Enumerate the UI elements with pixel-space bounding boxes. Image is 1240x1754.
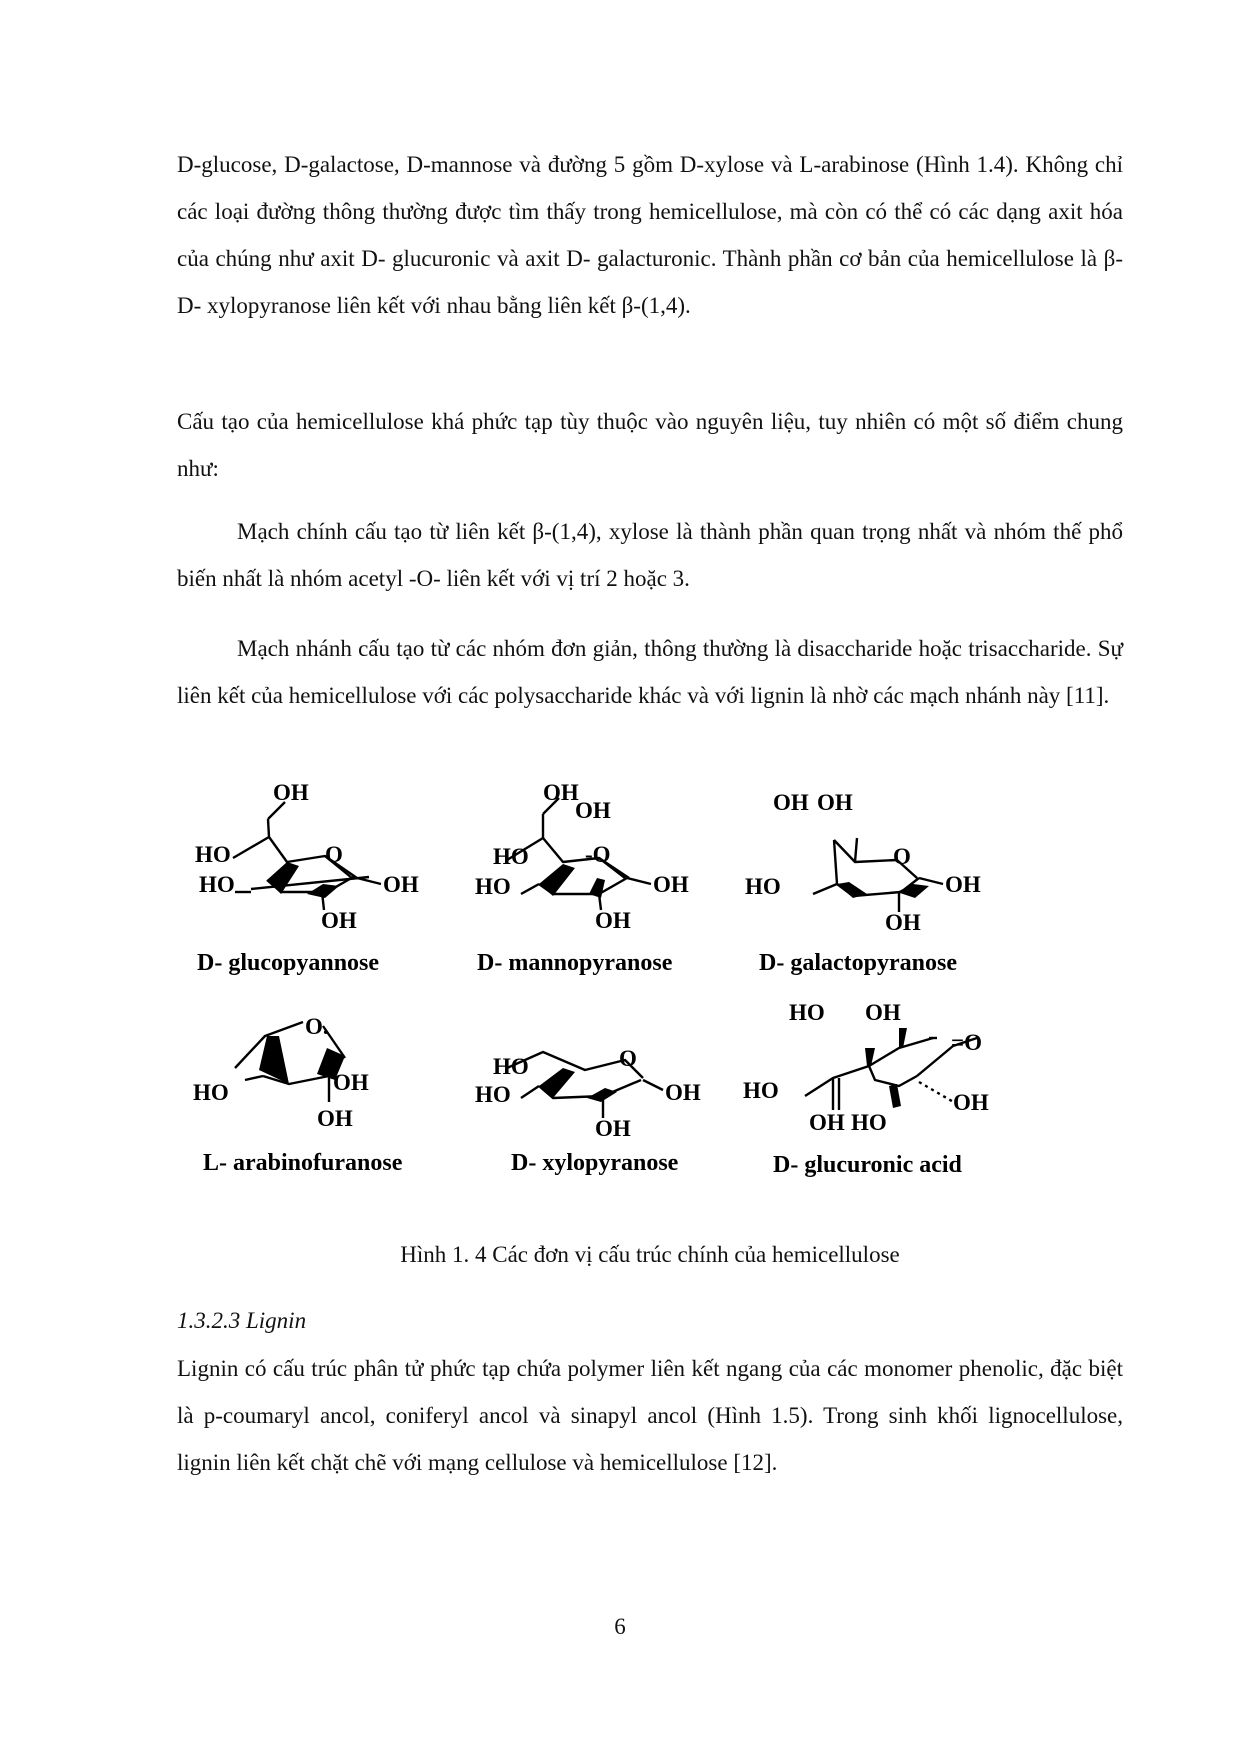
mannose-ho-c3: HO: [475, 874, 511, 899]
label-galactopyranose: D- galactopyranose: [759, 950, 957, 976]
label-glucuronic-acid: D- glucuronic acid: [773, 1152, 962, 1178]
arabinose-oh-c1: OH: [333, 1070, 369, 1095]
galactose-oh-c2: OH: [885, 910, 921, 935]
xylose-oh-c1: OH: [665, 1080, 701, 1105]
molecule-glucopyranose: [233, 802, 381, 910]
glucose-ho-c3: HO: [199, 872, 235, 897]
section-heading-lignin: 1.3.2.3 Lignin: [177, 1308, 307, 1333]
galactose-ring-o: O: [893, 844, 911, 869]
glucuronic-oh-acid: OH: [809, 1110, 845, 1135]
paragraph-sugar-composition: D-glucose, D-galactose, D-mannose và đường 5 gồm D-xylose và L-arabinose (Hình 1.4). Không chỉ các loại đường thông thường được tìm thấy trong hemicellulose, mà còn có thể có các dạng axit hóa của chúng như axit D- glucuronic và axit D- galacturonic. Thành phần cơ bản của hemicellulose là β-D- xylopyranose liên kết với nhau bằng liên kết β-(1,4).: [177, 152, 1123, 318]
paragraph-hemicellulose-structure: Cấu tạo của hemicellulose khá phức tạp tùy thuộc vào nguyên liệu, tuy nhiên có một số điểm chung như:: [177, 409, 1123, 481]
label-arabinofuranose: L- arabinofuranose: [203, 1150, 403, 1176]
arabinose-ring-o: O.: [305, 1014, 329, 1039]
glucuronic-aldehyde-o: =O: [951, 1030, 982, 1055]
xylose-ring-o: O: [619, 1046, 637, 1071]
glucose-oh-c2: OH: [321, 908, 357, 933]
mannose-oh-c1: OH: [653, 872, 689, 897]
glucose-ring-o: O: [325, 842, 343, 867]
glucuronic-ho-c5: HO: [851, 1110, 887, 1135]
mannose-ho-c4: HO: [493, 844, 529, 869]
glucuronic-oh-c2: OH: [953, 1090, 989, 1115]
molecule-xylopyranose: [507, 1052, 663, 1118]
glucuronic-ho-acid: HO: [743, 1078, 779, 1103]
galactose-oh-c6: OH: [817, 790, 853, 815]
arabinose-oh-c2: OH: [317, 1106, 353, 1131]
glucose-oh-c1: OH: [383, 872, 419, 897]
label-mannopyranose: D- mannopyranose: [477, 950, 673, 976]
glucose-oh-c6: OH: [273, 780, 309, 805]
label-xylopyranose: D- xylopyranose: [511, 1150, 679, 1176]
xylose-ho-c3: HO: [475, 1082, 511, 1107]
paragraph-main-chain: Mạch chính cấu tạo từ liên kết β-(1,4), xylose là thành phần quan trọng nhất và nhóm thế phổ biến nhất là nhóm acetyl -O- liên kết với vị trí 2 hoặc 3.: [177, 519, 1123, 591]
glucuronic-oh-c3: OH: [865, 1000, 901, 1025]
paragraph-lignin: Lignin có cấu trúc phân tử phức tạp chứa polymer liên kết ngang của các monomer phenolic, đặc biệt là p-coumaryl ancol, coniferyl ancol và sinapyl ancol (Hình 1.5). Trong sinh khối lignocellulose, lignin liên kết chặt chẽ với mạng cellulose và hemicellulose [12].: [177, 1356, 1123, 1475]
figure-caption: Hình 1. 4 Các đơn vị cấu trúc chính của hemicellulose: [400, 1242, 900, 1267]
mannose-oh-c6: OH: [543, 780, 579, 805]
xylose-ho-c4: HO: [493, 1054, 529, 1079]
xylose-oh-c2: OH: [595, 1116, 631, 1141]
mannose-oh-c2: OH: [575, 798, 611, 823]
paragraph-side-chain: Mạch nhánh cấu tạo từ các nhóm đơn giản, thông thường là disaccharide hoặc trisaccharide. Sự liên kết của hemicellulose với các polysaccharide khác và với lignin là nhờ các mạch nhánh này [11].: [177, 636, 1123, 708]
figure-hemicellulose-units: [177, 780, 1123, 1220]
label-glucopyranose: D- glucopyannose: [197, 950, 380, 976]
mannose-ring-o: -O: [585, 842, 611, 867]
page-number: 6: [614, 1614, 626, 1639]
galactose-oh-c1: OH: [945, 872, 981, 897]
glucose-ho-c4: HO: [195, 842, 231, 867]
arabinose-ho-c5: HO: [193, 1080, 229, 1105]
mannose-oh-c3: OH: [595, 908, 631, 933]
structures-svg: [177, 780, 1123, 1220]
galactose-ho-c3: HO: [745, 874, 781, 899]
glucuronic-ho-c4: HO: [789, 1000, 825, 1025]
molecule-galactopyranose: [813, 838, 943, 912]
galactose-oh-c4: OH: [773, 790, 809, 815]
